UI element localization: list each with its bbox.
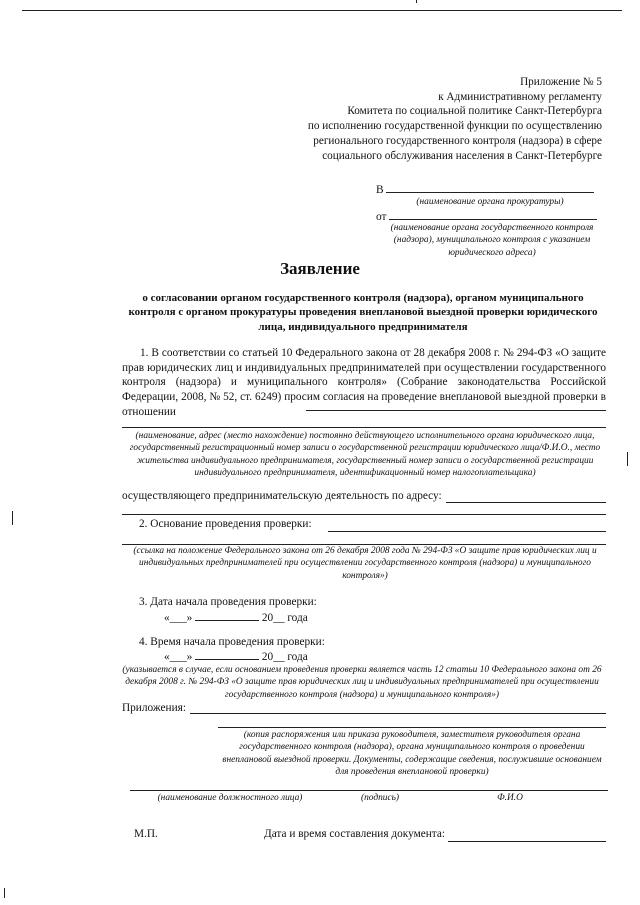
- annex-line: по исполнению государственной функции по осуществлению: [307, 120, 602, 133]
- attachments-label: Приложения:: [122, 702, 186, 714]
- activity-field[interactable]: [446, 502, 606, 503]
- from-label: от: [376, 211, 387, 223]
- from-field[interactable]: [389, 208, 597, 220]
- activity-field-2[interactable]: [122, 514, 606, 515]
- attachments-hint: (копия распоряжения или приказа руководителя, заместителя руководителя органа государственного контроля (надзора), органа муниципального контроля о проведении внеплановой выездной проверки. Документы, содержащие сведения, послужившие основанием для проведения внеплановой проверки): [222, 730, 602, 777]
- item2-field[interactable]: [328, 531, 606, 532]
- item4-hint: (указывается в случае, если основанием проведения проверки является часть 12 статьи 10 Федерального закона от 26 декабря 2008 г. № 294-ФЗ «О защите прав юридических лиц и индивидуальных предпринимателей при осуществлении государственного контроля (надзора) и муниципального контроля»): [122, 665, 602, 700]
- margin-mark: [627, 452, 628, 466]
- annex-line: Приложение № 5: [520, 76, 602, 88]
- item4-year[interactable]: 20__ года: [259, 651, 308, 663]
- item1-activity: [122, 489, 442, 504]
- item1-field[interactable]: [122, 427, 606, 428]
- signature-position: (наименование должностного лица): [157, 793, 303, 803]
- item2-hint: (ссылка на положение Федерального закона от 26 декабря 2008 года № 294-ФЗ «О защите прав юридических лиц и индивидуальных предпринимателей при осуществлении государственного контроля (надзора) и муниципального контроля»): [133, 546, 597, 581]
- item4-label: 4. Время начала проведения проверки:: [139, 636, 325, 648]
- annex-line: социального обслуживания населения в Санкт-Петербурге: [322, 149, 602, 162]
- annex-line: Комитета по социальной политике Санкт-Петербурга: [347, 105, 602, 118]
- stamp-label: М.П.: [134, 828, 158, 840]
- signature-name: Ф.И.О: [497, 793, 523, 803]
- item4-month-field[interactable]: [195, 649, 259, 660]
- item1-text: 1. В соответствии со статьей 10 Федерального закона от 28 декабря 2008 г. № 294-ФЗ «О защите прав юридических лиц и индивидуальных предпринимателей при осуществлении государственного контроля (надзора) и муниципального контроля» (Собрание законодательства Российской Федерации, 2008, № 52, ст. 6249) просим согласия на проведение внеплановой выездной проверки в отношении: [122, 347, 606, 418]
- activity-label: осуществляющего предпринимательскую деятельность по адресу:: [122, 490, 442, 502]
- document-title: Заявление: [280, 259, 360, 278]
- signature-sign: (подпись): [360, 793, 400, 803]
- item1-inline-field[interactable]: [306, 410, 606, 411]
- to-field[interactable]: [386, 181, 594, 193]
- to-hint: (наименование органа прокуратуры): [416, 197, 564, 207]
- document-subtitle: о согласовании органом государственного контроля (надзора), органом муниципального контроля с органом прокуратуры проведения внеплановой выездной проверки юридического лица, индивидуального предпринимателя: [128, 292, 598, 333]
- item1-hint: (наименование, адрес (место нахождение) постоянно действующего исполнительного органа юридического лица, государственный регистрационный номер записи о государственной регистрации юридического лица/Ф.И.О., место жительства индивидуального предпринимателя, государственный номер записи о государственной регистрации индивидуального предпринимателя, идентификационный номер налогоплательщика): [129, 431, 601, 478]
- from-row: [376, 208, 597, 223]
- item3-month-field[interactable]: [195, 610, 259, 621]
- top-border: [22, 10, 622, 11]
- signature-field[interactable]: [130, 790, 608, 791]
- annex-header: [308, 75, 602, 163]
- item3-label: 3. Дата начала проведения проверки:: [139, 596, 317, 608]
- datetime-field[interactable]: [448, 841, 606, 842]
- from-hint: (наименование органа государственного контроля (надзора), муниципального контроля с указанием юридического адреса): [390, 223, 594, 258]
- item3-date: [164, 610, 308, 626]
- top-mark: [416, 0, 417, 3]
- annex-line: к Административному регламенту: [438, 90, 602, 103]
- to-label: В: [376, 184, 384, 196]
- margin-mark: [12, 511, 13, 525]
- attachments-field-2[interactable]: [218, 727, 606, 728]
- item4-day[interactable]: «___»: [164, 651, 196, 663]
- margin-mark: [4, 888, 5, 898]
- attachments-field[interactable]: [190, 713, 606, 714]
- datetime-label: Дата и время составления документа:: [264, 828, 446, 840]
- to-row: [376, 181, 594, 196]
- item2-label: 2. Основание проведения проверки:: [139, 518, 312, 530]
- annex-line: регионального государственного контроля (надзора) в сфере: [313, 134, 602, 147]
- item4-date: [164, 649, 308, 665]
- item3-year[interactable]: 20__ года: [259, 612, 308, 624]
- item3-day[interactable]: «___»: [164, 612, 196, 624]
